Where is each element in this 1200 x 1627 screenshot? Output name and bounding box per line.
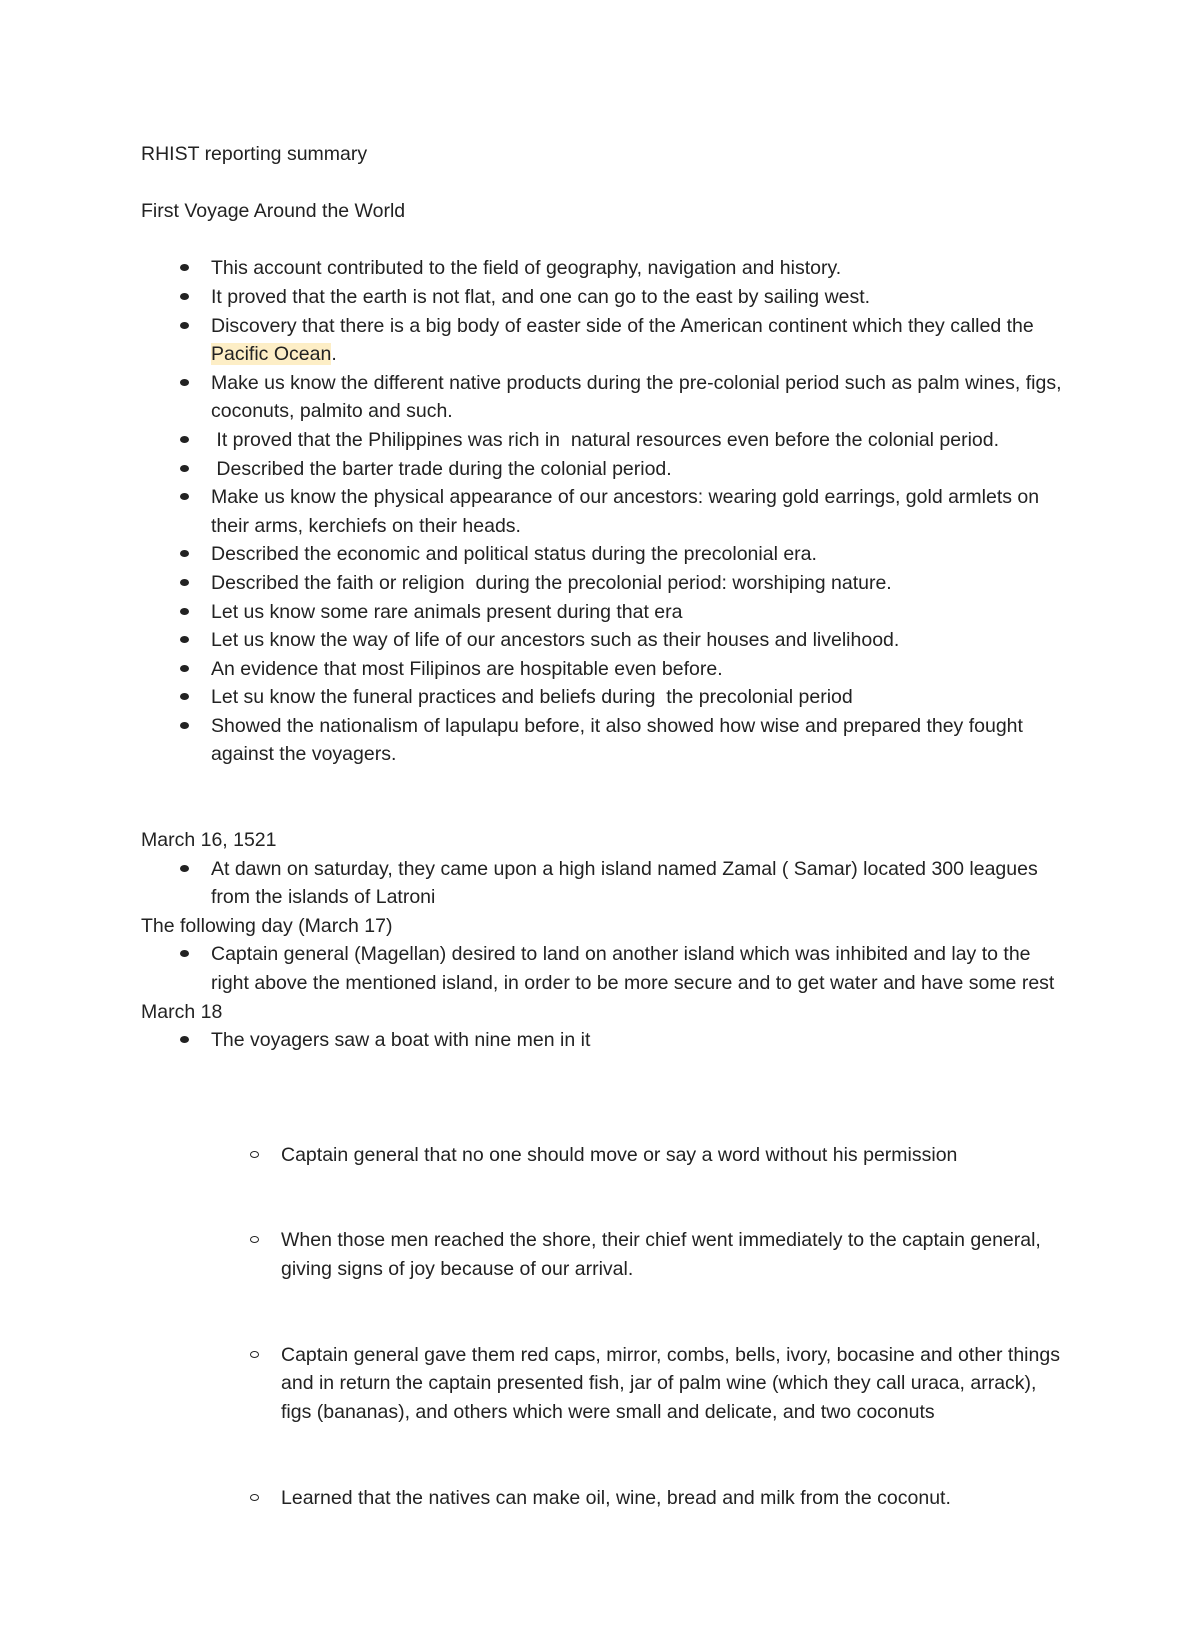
spacer xyxy=(141,169,1071,198)
spacer xyxy=(141,769,1071,826)
sub-list-item: When those men reached the shore, their chief went immediately to the captain general, giving signs of joy because of our arrival. xyxy=(211,1226,1071,1283)
document-body xyxy=(141,140,1071,1627)
list-item-text: . xyxy=(331,343,337,366)
list-item: Make us know the physical appearance of our ancestors: wearing gold earrings, gold armlets on their arms, kerchiefs on their heads. xyxy=(141,483,1071,540)
list-item: Described the barter trade during the colonial period. xyxy=(141,455,1071,484)
section-heading: First Voyage Around the World xyxy=(141,200,406,223)
list-item: Let su know the funeral practices and beliefs during the precolonial period xyxy=(141,683,1071,712)
date-list xyxy=(141,855,1071,912)
list-item: Described the economic and political status during the precolonial era. xyxy=(141,540,1071,569)
list-item xyxy=(141,312,1071,369)
list-item: An evidence that most Filipinos are hospitable even before. xyxy=(141,655,1071,684)
sub-list-item: Captain general gave them red caps, mirror, combs, bells, ivory, bocasine and other things and in return the captain presented fish, jar of palm wine (which they call uraca, arrack), figs (bananas), and others which were small and delicate, and two coconuts xyxy=(211,1341,1071,1427)
list-item: Let us know the way of life of our ancestors such as their houses and livelihood. xyxy=(141,626,1071,655)
list-item: Described the faith or religion during the precolonial period: worshiping nature. xyxy=(141,569,1071,598)
date-heading: The following day (March 17) xyxy=(141,914,393,937)
list-item: It proved that the Philippines was rich in natural resources even before the colonial period. xyxy=(141,426,1071,455)
sub-list-item: Learned that the natives can make oil, wine, bread and milk from the coconut. xyxy=(211,1484,1071,1513)
date-list xyxy=(141,940,1071,997)
sub-list-item: Captain general that no one should move or say a word without his permission xyxy=(211,1141,1071,1170)
contributions-list xyxy=(141,254,1071,769)
document-title: RHIST reporting summary xyxy=(141,143,368,165)
list-item: At dawn on saturday, they came upon a high island named Zamal ( Samar) located 300 leagues from the islands of Latroni xyxy=(141,855,1071,912)
list-item: Let us know some rare animals present during that era xyxy=(141,598,1071,627)
list-item: Make us know the different native products during the pre-colonial period such as palm wines, figs, coconuts, palmito and such. xyxy=(141,369,1071,426)
spacer xyxy=(141,226,1071,255)
date-heading: March 16, 1521 xyxy=(141,829,277,852)
list-item xyxy=(141,1026,1071,1626)
list-item-text: The voyagers saw a boat with nine men in it xyxy=(211,1029,591,1052)
list-item: Showed the nationalism of lapulapu before, it also showed how wise and prepared they fought against the voyagers. xyxy=(141,712,1071,769)
list-item-text: Discovery that there is a big body of easter side of the American continent which they called the xyxy=(211,314,1040,337)
date-list xyxy=(141,1026,1071,1626)
list-item: This account contributed to the field of geography, navigation and history. xyxy=(141,254,1071,283)
sub-list xyxy=(211,1083,1071,1569)
list-item: It proved that the earth is not flat, and one can go to the east by sailing west. xyxy=(141,283,1071,312)
date-heading: March 18 xyxy=(141,1000,223,1023)
highlighted-text: Pacific Ocean xyxy=(211,343,332,366)
list-item: Captain general (Magellan) desired to land on another island which was inhibited and lay to the right above the mentioned island, in order to be more secure and to get water and have some rest xyxy=(141,940,1071,997)
